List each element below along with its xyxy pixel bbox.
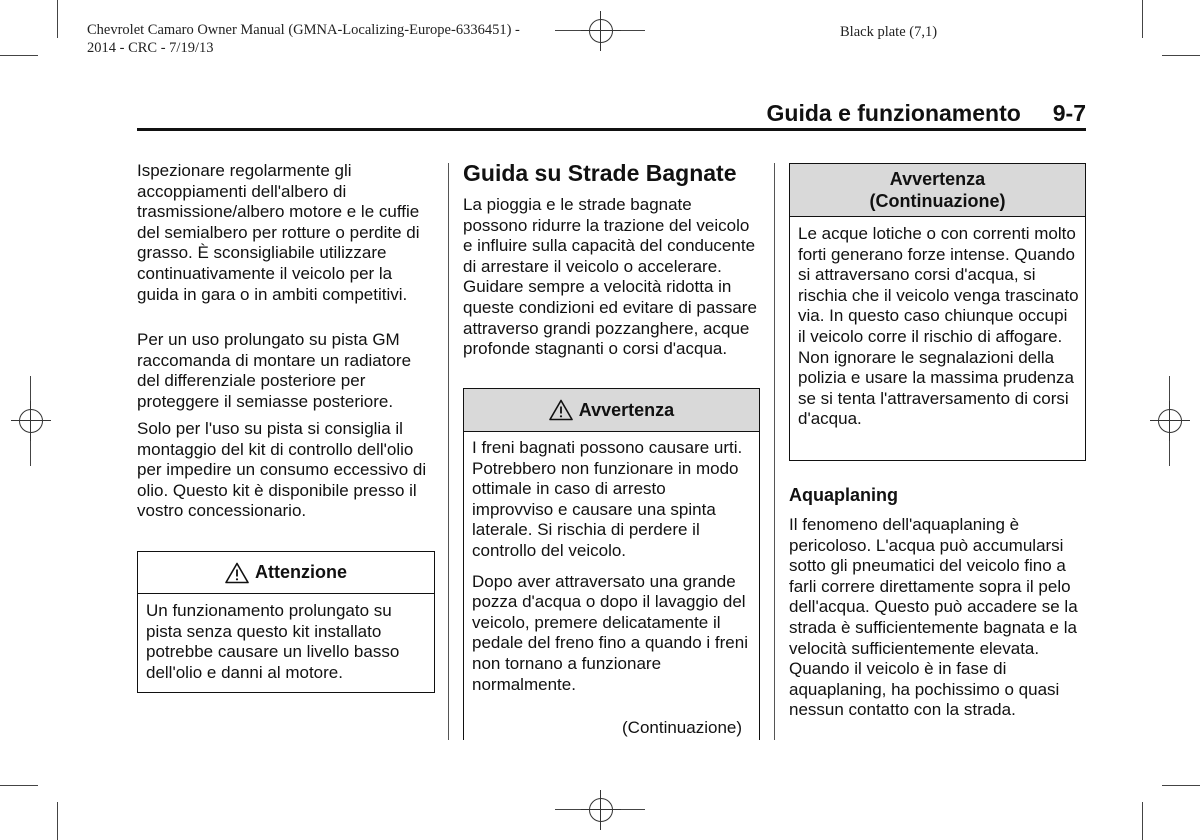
col1-paragraph-2: Per un uso prolungato su pista GM raccomanda di montare un radiatore del differenziale posteriore per proteggere il semiasse posteriore. — [137, 330, 412, 411]
running-head — [740, 100, 1086, 127]
caution-box-header — [138, 552, 434, 594]
registration-mark-icon — [11, 401, 51, 441]
crop-mark — [1162, 785, 1200, 786]
crop-mark — [1162, 55, 1200, 56]
warning-title: Avvertenza — [578, 399, 675, 420]
print-header — [87, 21, 520, 57]
registration-mark-icon — [1150, 401, 1190, 441]
header-rule — [137, 128, 1086, 131]
col2-intro: La pioggia e le strade bagnate possono ridurre la trazione del veicolo e influire sulla capacità del conducente di arrestare il veicolo o accelerare. Guidare sempre a velocità ridotta in queste condizioni ed evitare di passare attraverso grandi pozzanghere, acque profonde stagnanti o corsi d'acqua. — [463, 195, 757, 359]
warning-continued-subtitle: (Continuazione) — [869, 191, 1006, 211]
crop-mark — [1142, 802, 1143, 840]
caution-text: Un funzionamento prolungato su pista senza questo kit installato potrebbe causare un livello basso dell'olio e danni al motore. — [146, 601, 400, 682]
print-header-line2: 2014 - CRC - 7/19/13 — [87, 40, 214, 56]
col1-paragraph-1: Ispezionare regolarmente gli accoppiamenti dell'albero di trasmissione/albero motore e le cuffie del semialbero per rotture o perdite di grasso. È sconsigliabile utilizzare continuativamente il veicolo per la guida in gara o in ambiti competitivi. — [137, 161, 420, 304]
warning-continued-header — [790, 164, 1085, 217]
plate-label: Black plate (7,1) — [840, 24, 938, 40]
warning-box-header — [464, 389, 759, 432]
warning-text-2: Dopo aver attraversato una grande pozza d'acqua o dopo il lavaggio del veicolo, premere delicatamente il pedale del freno fino a quando i freni non tornano a funzionare normalmente. — [472, 571, 748, 694]
col1-paragraph-3: Solo per l'uso su pista si consiglia il montaggio del kit di controllo dell'olio per impedire un consumo eccessivo di olio. Questo kit è disponibile presso il vostro concessionario. — [137, 419, 427, 521]
warning-box — [463, 388, 760, 740]
caution-title: Attenzione — [255, 562, 347, 582]
running-head-title: Guida e funzionamento — [766, 100, 1021, 126]
crop-mark — [57, 0, 58, 38]
warning-continued-body — [790, 217, 1085, 430]
warning-continued-text: Le acque lotiche o con correnti molto forti generano forze intense. Quando si attraversano corsi d'acqua, si rischia che il veicolo venga trascinato via. In questo caso chiunque occupi il veicolo corre il rischio di affogare. Non ignorare le segnalazioni della polizia e usare la massima prudenza se si tenta l'attraversamento di corsi d'acqua. — [798, 224, 1079, 429]
registration-mark-icon — [581, 11, 621, 51]
caution-box-body — [138, 594, 434, 683]
column-divider — [774, 163, 775, 740]
warning-continued-box — [789, 163, 1086, 461]
crop-mark — [1142, 0, 1143, 38]
subsection-title: Aquaplaning — [789, 485, 898, 505]
crop-mark — [57, 802, 58, 840]
col3-paragraph: Il fenomeno dell'aquaplaning è pericoloso. L'acqua può accumularsi sotto gli pneumatici del veicolo fino a farli correre direttamente sopra il pelo dell'acqua. Questo può accadere se la strada è sufficientemente bagnata e la velocità sufficientemente elevata. Quando il veicolo è in fase di aquaplaning, ha pochissimo o quasi nessun contatto con la strada. — [789, 515, 1078, 720]
continued-label: (Continuazione) — [622, 718, 743, 737]
crop-mark — [0, 55, 38, 56]
warning-triangle-icon — [225, 562, 249, 584]
warning-text-1: I freni bagnati possono causare urti. Potrebbero non funzionare in modo ottimale in caso di arresto improvviso e causare una spinta laterale. Si rischia di perdere il controllo del veicolo. — [472, 438, 743, 560]
column-divider — [448, 163, 449, 740]
warning-triangle-icon — [549, 399, 573, 421]
caution-box — [137, 551, 435, 693]
section-title: Guida su Strade Bagnate — [463, 160, 737, 186]
crop-mark — [0, 785, 38, 786]
warning-box-body — [464, 432, 759, 695]
print-header-line1: Chevrolet Camaro Owner Manual (GMNA-Localizing-Europe-6336451) - — [87, 22, 520, 38]
page-number: 9-7 — [1052, 100, 1086, 126]
registration-mark-icon — [581, 790, 621, 830]
warning-continued-title: Avvertenza — [889, 169, 986, 189]
